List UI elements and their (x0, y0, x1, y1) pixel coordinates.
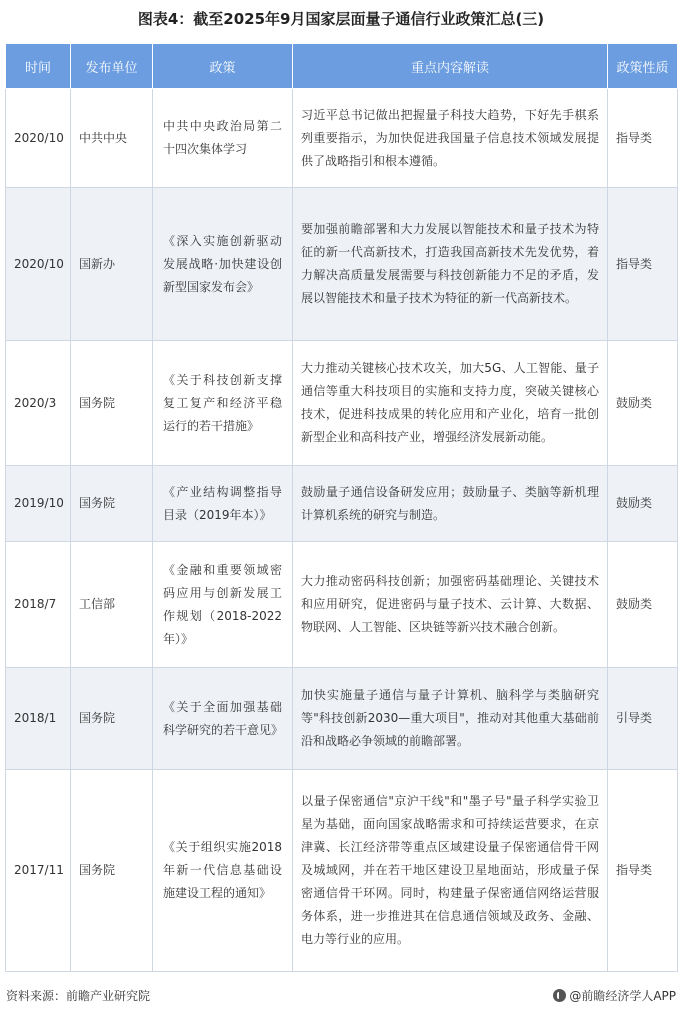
cell-unit: 国务院 (71, 770, 153, 972)
cell-unit: 工信部 (71, 542, 153, 668)
cell-type: 鼓励类 (608, 542, 678, 668)
cell-time: 2018/1 (6, 668, 71, 770)
cell-content: 要加强前瞻部署和大力发展以智能技术和量子技术为特征的新一代高新技术，打造我国高新技术先发优势，着力解决高质量发展需要与科技创新能力不足的矛盾，发展以智能技术和量子技术为特征的新一代高新技术。 (293, 188, 608, 341)
header-type: 政策性质 (608, 44, 678, 89)
header-time: 时间 (6, 44, 71, 89)
cell-time: 2020/10 (6, 188, 71, 341)
cell-policy: 《关于全面加强基础科学研究的若干意见》 (153, 668, 293, 770)
header-content: 重点内容解读 (293, 44, 608, 89)
cell-policy: 《关于组织实施2018年新一代信息基础设施建设工程的通知》 (153, 770, 293, 972)
cell-unit: 国务院 (71, 668, 153, 770)
table-row (6, 542, 678, 668)
cell-unit: 国新办 (71, 188, 153, 341)
brand-text: @前瞻经济学人APP (569, 989, 676, 1003)
cell-time: 2020/3 (6, 341, 71, 466)
qianzhan-logo-icon (553, 989, 566, 1002)
table-row (6, 770, 678, 972)
cell-content: 习近平总书记做出把握量子科技大趋势，下好先手棋系列重要指示，为加快促进我国量子信息技术领域发展提供了战略指引和根本遵循。 (293, 89, 608, 188)
cell-time: 2017/11 (6, 770, 71, 972)
cell-policy: 《产业结构调整指导目录（2019年本）》 (153, 466, 293, 542)
table-row (6, 188, 678, 341)
cell-content: 大力推动密码科技创新；加强密码基础理论、关键技术和应用研究，促进密码与量子技术、云计算、大数据、物联网、人工智能、区块链等新兴技术融合创新。 (293, 542, 608, 668)
cell-policy: 《金融和重要领域密码应用与创新发展工作规划（2018-2022年）》 (153, 542, 293, 668)
cell-policy: 《关于科技创新支撑复工复产和经济平稳运行的若干措施》 (153, 341, 293, 466)
cell-type: 鼓励类 (608, 466, 678, 542)
table-row (6, 668, 678, 770)
cell-type: 指导类 (608, 770, 678, 972)
cell-content: 大力推动关键核心技术攻关，加大5G、人工智能、量子通信等重大科技项目的实施和支持力度，突破关键核心技术，促进科技成果的转化应用和产业化，培育一批创新型企业和高科技产业，增强经济发展新动能。 (293, 341, 608, 466)
cell-unit: 国务院 (71, 341, 153, 466)
policy-table (5, 43, 678, 972)
cell-type: 鼓励类 (608, 341, 678, 466)
table-row (6, 341, 678, 466)
cell-content: 加快实施量子通信与量子计算机、脑科学与类脑研究等"科技创新2030—重大项目"，推动对其他重大基础前沿和战略必争领域的前瞻部署。 (293, 668, 608, 770)
cell-type: 引导类 (608, 668, 678, 770)
page-title: 图表4：截至2025年9月国家层面量子通信行业政策汇总(三) (137, 10, 545, 28)
header-unit: 发布单位 (71, 44, 153, 89)
header-policy: 政策 (153, 44, 293, 89)
cell-time: 2019/10 (6, 466, 71, 542)
source-note: 资料来源：前瞻产业研究院 (6, 989, 151, 1003)
cell-content: 以量子保密通信"京沪干线"和"墨子号"量子科学实验卫星为基础，面向国家战略需求和可持续运营要求，在京津冀、长江经济带等重点区域建设量子保密通信骨干网及城域网，并在若干地区建设卫星地面站，形成量子保密通信骨干环网。同时，构建量子保密通信网络运营服务体系，进一步推进其在信息通信领域及政务、金融、电力等行业的应用。 (293, 770, 608, 972)
cell-policy: 《深入实施创新驱动发展战略·加快建设创新型国家发布会》 (153, 188, 293, 341)
cell-type: 指导类 (608, 188, 678, 341)
cell-policy: 中共中央政治局第二十四次集体学习 (153, 89, 293, 188)
cell-unit: 中共中央 (71, 89, 153, 188)
cell-time: 2018/7 (6, 542, 71, 668)
cell-unit: 国务院 (71, 466, 153, 542)
table-row (6, 466, 678, 542)
brand-credit (553, 987, 676, 1004)
cell-time: 2020/10 (6, 89, 71, 188)
table-header-row (6, 44, 678, 89)
cell-content: 鼓励量子通信设备研发应用；鼓励量子、类脑等新机理计算机系统的研究与制造。 (293, 466, 608, 542)
table-row (6, 89, 678, 188)
cell-type: 指导类 (608, 89, 678, 188)
